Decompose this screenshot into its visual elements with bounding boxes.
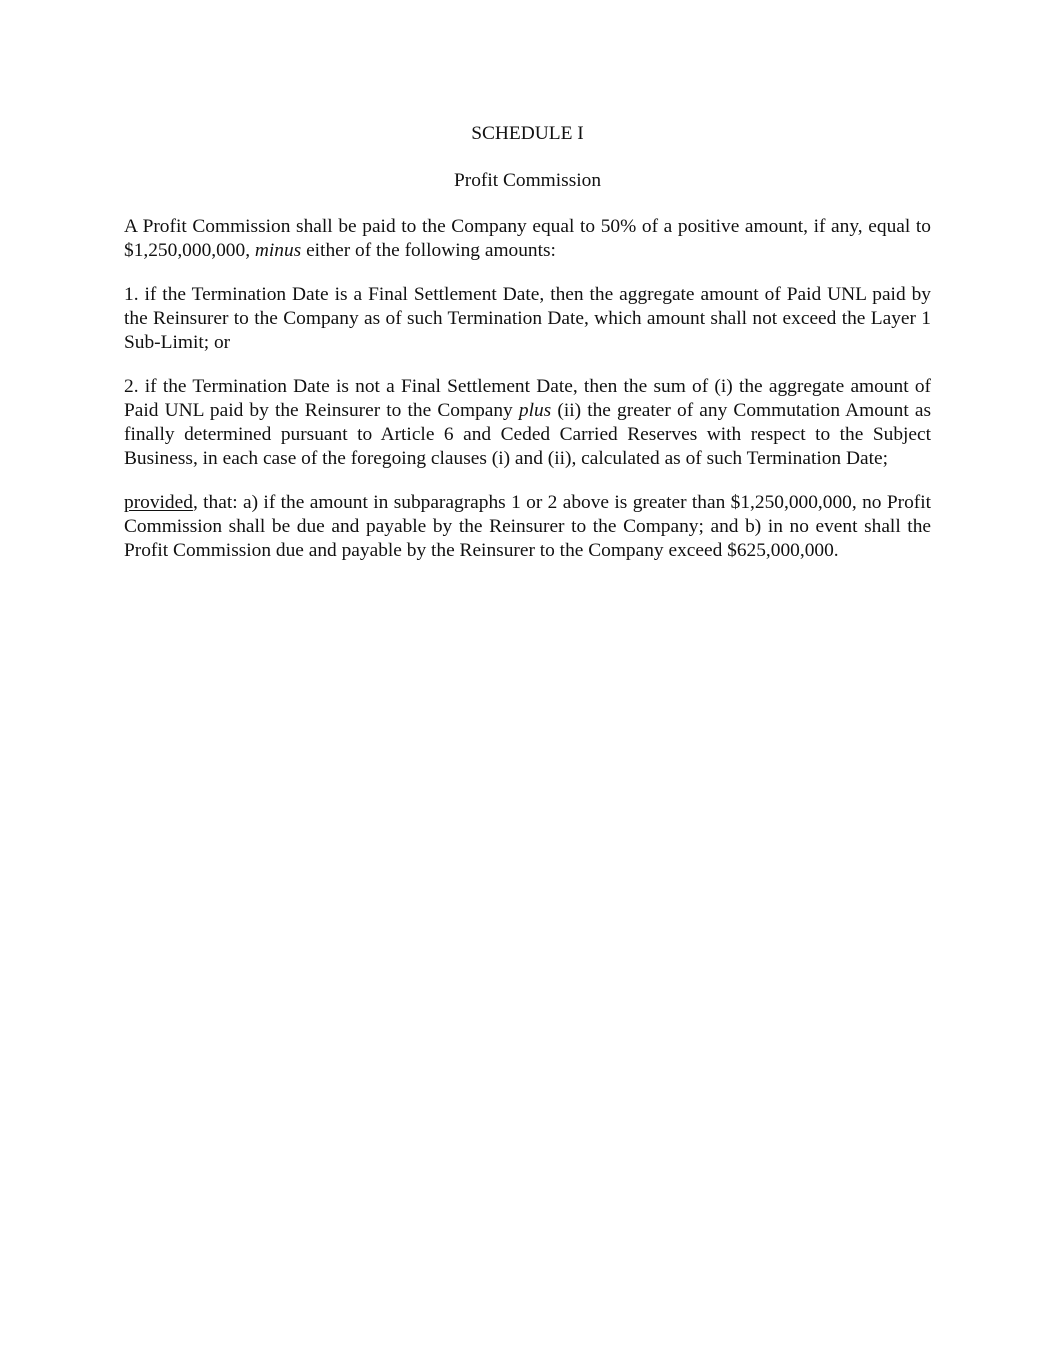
intro-paragraph (124, 215, 931, 263)
item-2-text-before: 2. if the Termination Date is not a Final Settlement Date, then the sum of (i) the aggregate amount of Paid UNL paid by the Reinsurer to the Company (124, 376, 931, 421)
intro-text-before: A Profit Commission shall be paid to the Company equal to 50% of a positive amount, if any, equal to $1,250,000,000, (124, 216, 931, 261)
item-2-emphasis: plus (518, 400, 552, 421)
intro-emphasis: minus (254, 240, 302, 261)
section-title: Profit Commission (453, 170, 602, 191)
intro-text-after: either of the following amounts: (301, 240, 556, 261)
schedule-title: SCHEDULE I (471, 123, 584, 144)
proviso-text-after: , that: a) if the amount in subparagraphs 1 or 2 above is greater than $1,250,000,000, no Profit Commission shall be due and payable by the Reinsurer to the Company; and b) in no event shall the Profit Commission due and payable by the Reinsurer to the Company exceed $625,000,000. (124, 492, 931, 561)
proviso-underlined: provided (124, 492, 193, 513)
proviso-paragraph (124, 491, 931, 563)
item-1-paragraph: 1. if the Termination Date is a Final Settlement Date, then the aggregate amount of Paid UNL paid by the Reinsurer to the Company as of such Termination Date, which amount shall not exceed the Layer 1 Sub-Limit; or (124, 284, 931, 353)
document-page (124, 122, 931, 583)
item-2-text-after: (ii) the greater of any Commutation Amount as finally determined pursuant to Article 6 and Ceded Carried Reserves with respect to the Subject Business, in each case of the foregoing clauses (i) and (ii), calculated as of such Termination Date; (124, 400, 931, 469)
item-2-paragraph (124, 375, 931, 471)
